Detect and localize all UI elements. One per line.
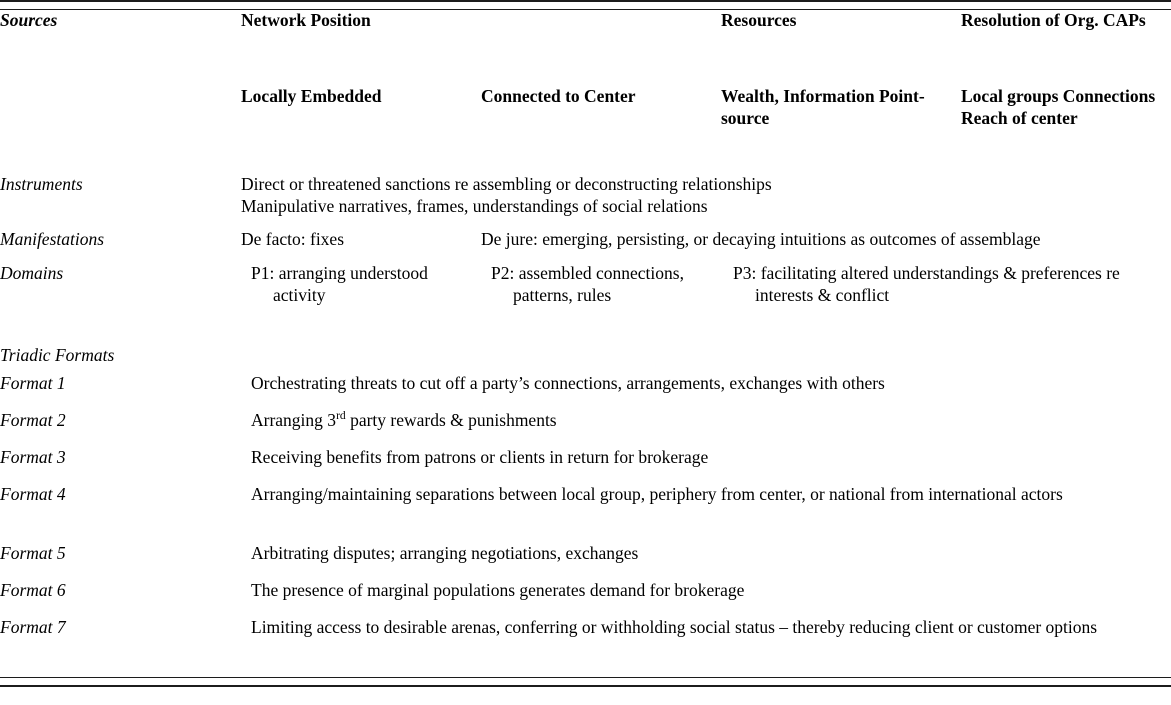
cell-format-3-text	[241, 447, 1171, 484]
format-2-ordinal-superscript: rd	[336, 410, 346, 423]
format-4-text: Arranging/maintaining separations between local group, periphery from center, or national from international actors	[251, 484, 1063, 504]
table-row	[0, 410, 1171, 447]
row-label-format-3: Format 3	[0, 447, 66, 467]
table-top-double-rule	[0, 0, 1171, 10]
cell-manifestations-de-jure: De jure: emerging, persisting, or decaying intuitions as outcomes of assemblage	[481, 229, 1041, 249]
row-domains	[0, 263, 1171, 345]
header-row-groups	[0, 10, 1171, 86]
row-instruments	[0, 174, 1171, 229]
format-2-text	[241, 410, 1171, 432]
table-row	[0, 543, 1171, 580]
cell-manifestations-de-facto: De facto: fixes	[241, 229, 345, 249]
header-sub-connected-to-center: Connected to Center	[481, 86, 636, 106]
format-6-text: The presence of marginal populations generates demand for brokerage	[251, 580, 745, 600]
row-manifestations	[0, 229, 1171, 263]
row-label-format-7: Format 7	[0, 617, 66, 637]
cell-format-5-text	[241, 543, 1171, 580]
header-sources-label: Sources	[0, 10, 58, 30]
table-row	[0, 447, 1171, 484]
triadic-formats-section-title: Triadic Formats	[0, 345, 115, 365]
header-sub-wealth-information-point-source: Wealth, Information Point-source	[721, 86, 925, 128]
format-2-text-after: party rewards & punishments	[345, 410, 557, 430]
instruments-line-1: Direct or threatened sanctions re assembling or deconstructing relationships	[241, 174, 772, 194]
row-label-format-1: Format 1	[0, 373, 66, 393]
domains-p1-text: P1: arranging understood activity	[251, 263, 428, 305]
row-label-manifestations: Manifestations	[0, 229, 105, 249]
row-label-format-4: Format 4	[0, 484, 66, 504]
header-group-network-position: Network Position	[241, 10, 371, 30]
cell-instruments-content	[241, 174, 1171, 229]
row-label-format-6: Format 6	[0, 580, 66, 600]
cell-format-2-text	[241, 410, 1171, 447]
row-label-format-2: Format 2	[0, 410, 66, 430]
instruments-line-2: Manipulative narratives, frames, understandings of social relations	[241, 195, 708, 216]
row-label-domains: Domains	[0, 263, 64, 283]
header-group-resources: Resources	[721, 10, 797, 30]
table-row	[0, 617, 1171, 677]
table-row	[0, 484, 1171, 543]
table-row	[0, 580, 1171, 617]
header-sub-locally-embedded: Locally Embedded	[241, 86, 382, 106]
row-triadic-formats-heading	[0, 345, 1171, 373]
cell-domains-p3	[721, 263, 1171, 345]
row-label-format-5: Format 5	[0, 543, 66, 563]
format-3-text: Receiving benefits from patrons or clients in return for brokerage	[251, 447, 709, 467]
row-label-instruments: Instruments	[0, 174, 83, 194]
format-1-text: Orchestrating threats to cut off a party’s connections, arrangements, exchanges with others	[251, 373, 885, 393]
format-7-text: Limiting access to desirable arenas, conferring or withholding social status – thereby reducing client or customer options	[251, 617, 1098, 637]
table-row	[0, 373, 1171, 410]
header-sub-local-groups-connections-reach: Local groups Connections Reach of center	[961, 86, 1156, 128]
sources-formats-table	[0, 10, 1171, 677]
cell-format-1-text	[241, 373, 1171, 410]
cell-domains-p1	[241, 263, 481, 345]
format-2-text-before: Arranging 3	[251, 410, 337, 430]
header-group-resolution-org-caps: Resolution of Org. CAPs	[961, 10, 1146, 30]
domains-p3-text: P3: facilitating altered understandings & preferences re interests & conflict	[733, 263, 1120, 305]
cell-format-7-text	[241, 617, 1171, 677]
cell-domains-p2	[481, 263, 721, 345]
cell-format-4-text	[241, 484, 1171, 543]
table-bottom-double-rule	[0, 677, 1171, 687]
cell-format-6-text	[241, 580, 1171, 617]
format-5-text: Arbitrating disputes; arranging negotiations, exchanges	[251, 543, 639, 563]
domains-p2-text: P2: assembled connections, patterns, rules	[491, 263, 684, 305]
